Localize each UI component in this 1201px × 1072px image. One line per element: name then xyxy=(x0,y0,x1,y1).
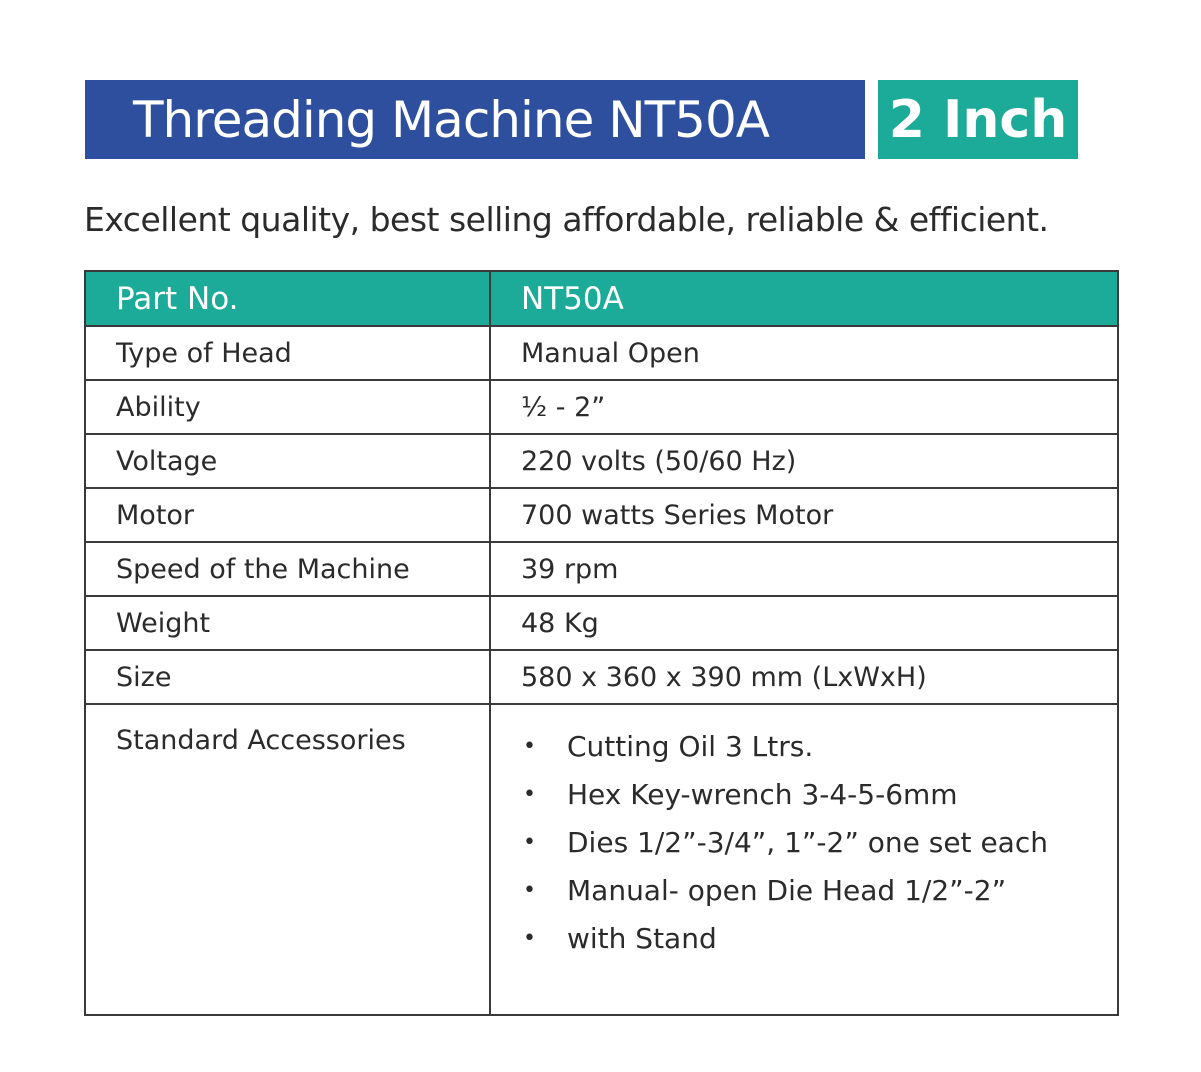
accessories-cell xyxy=(490,704,1118,1015)
row-value: ½ - 2” xyxy=(490,380,1118,434)
table-row xyxy=(85,650,1118,704)
accessory-text: Hex Key-wrench 3-4-5-6mm xyxy=(567,778,958,811)
table-row xyxy=(85,326,1118,380)
title-banner xyxy=(85,80,865,159)
accessory-text: Dies 1/2”-3/4”, 1”-2” one set each xyxy=(567,826,1048,859)
size-badge xyxy=(878,80,1078,159)
spec-table xyxy=(84,270,1119,1016)
accessories-row xyxy=(85,704,1118,1015)
row-value: 700 watts Series Motor xyxy=(490,488,1118,542)
row-value: 580 x 360 x 390 mm (LxWxH) xyxy=(490,650,1118,704)
table-row xyxy=(85,380,1118,434)
header-label-cell: Part No. xyxy=(85,271,490,326)
row-value: Manual Open xyxy=(490,326,1118,380)
row-label: Weight xyxy=(85,596,490,650)
accessory-text: Cutting Oil 3 Ltrs. xyxy=(567,730,814,763)
bullet-icon: • xyxy=(523,830,536,855)
row-label: Voltage xyxy=(85,434,490,488)
row-value: 39 rpm xyxy=(490,542,1118,596)
row-value: 220 volts (50/60 Hz) xyxy=(490,434,1118,488)
list-item xyxy=(521,727,1117,775)
list-item xyxy=(521,823,1117,871)
table-row xyxy=(85,488,1118,542)
bullet-icon: • xyxy=(523,926,536,951)
page-title: Threading Machine NT50A xyxy=(133,90,770,149)
list-item xyxy=(521,775,1117,823)
accessories-list xyxy=(521,705,1117,967)
accessories-label: Standard Accessories xyxy=(85,704,490,1015)
row-label: Speed of the Machine xyxy=(85,542,490,596)
tagline: Excellent quality, best selling affordable, reliable & efficient. xyxy=(84,200,1049,239)
list-item xyxy=(521,919,1117,967)
header-value-cell: NT50A xyxy=(490,271,1118,326)
bullet-icon: • xyxy=(523,734,536,759)
accessory-text: with Stand xyxy=(567,922,717,955)
bullet-icon: • xyxy=(523,878,536,903)
row-label: Motor xyxy=(85,488,490,542)
table-header-row xyxy=(85,271,1118,326)
row-label: Size xyxy=(85,650,490,704)
table-row xyxy=(85,542,1118,596)
table-row xyxy=(85,434,1118,488)
table-row xyxy=(85,596,1118,650)
row-label: Ability xyxy=(85,380,490,434)
size-badge-label: 2 Inch xyxy=(888,89,1068,150)
bullet-icon: • xyxy=(523,782,536,807)
row-label: Type of Head xyxy=(85,326,490,380)
accessory-text: Manual- open Die Head 1/2”-2” xyxy=(567,874,1007,907)
list-item xyxy=(521,871,1117,919)
row-value: 48 Kg xyxy=(490,596,1118,650)
